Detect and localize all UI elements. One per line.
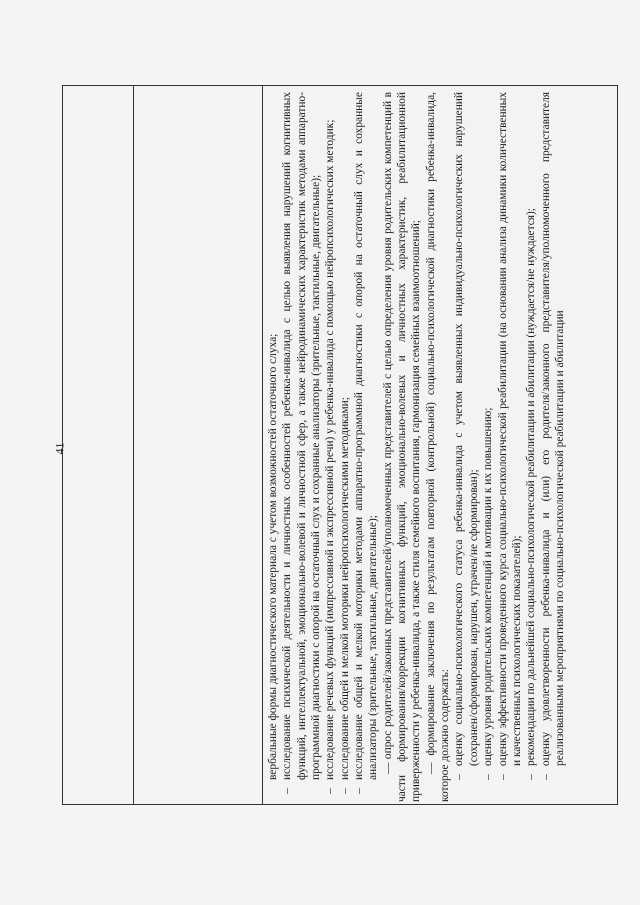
page-number: 41 [52,442,67,455]
dash-marker: – [281,788,294,794]
dash-marker: – [496,774,509,780]
list-item-text: оценку удовлетворенности ребенка-инвалида и (или) его родителя/законного представителя/уполномоченного представителя реализованными мероприятиями по социально-психологической реабилитации и абилитации [539,92,566,766]
dash-marker: – [453,774,466,780]
list-item-text: оценку уровня родительских компетенций и мотивации к их повышению; [482,407,495,766]
dash-marker: – [353,788,366,794]
list-item-text: исследование общей и мелкой моторики нейропсихологическими методиками; [338,397,351,780]
dash-marker: – [482,774,495,780]
list-item-text: исследование психической деятельности и личностных особенностей ребенка-инвалида с целью выявления нарушений когнитивных функций, интеллектуальной, эмоционально-волевой и личностной сфер, а также нейродинамических характеристик методами аппаратно-программной диагностики с опорой на остаточный слух и сохранные анализаторы (зрительные, тактильные, двигательные); [281,92,323,780]
list-item-text: оценку эффективности проведенного курса социально-психологической реабилитации (на основании анализа динамики количественных и качественных психологических показателей); [496,92,523,766]
table-cell-empty-2 [134,86,263,805]
table-cell-empty-1 [63,86,134,805]
survey-paragraph: — опрос родителей/законных представителей/уполномоченных представителей с целью определения уровня родительских компетенций в части формирования/коррекции когнитивных функций, эмоционально-волевых и личностных характеристик, реабилитационной приверженности у ребенка-инвалида, а также стиля семейного воспитания, гармонизация семейных взаимоотношений; [381,92,423,802]
intro-text: вербальные формы диагностического материала с учетом возможностей остаточного слуха; [267,333,279,780]
list-item [352,92,381,802]
dash-marker: – [338,788,351,794]
dash-marker: – [525,774,538,780]
list-item [323,92,337,802]
dash-marker: – [324,788,337,794]
list-item [280,92,323,802]
list-item-text: рекомендации по дальнейшей социально-психологической реабилитации и абилитации (нуждается/не нуждается); [525,208,538,766]
conclusion-list [452,92,567,802]
intro-line [266,92,280,802]
list-item [481,92,495,788]
list-item [452,92,481,788]
table-cell-content [263,86,618,805]
list-item-text: исследование речевых функций (импрессивной и экспрессивной речи) у ребенка-инвалида с помощью нейропсихологических методик; [324,119,337,780]
list-item [496,92,525,788]
list-item [539,92,568,788]
document-table [62,85,618,805]
conclusion-paragraph: — формирование заключения по результатам повторной (контрольной) социально-психологической диагностики ребенка-инвалида, которое должно содержать: [424,92,452,802]
list-item-text: оценку социально-психологического статуса ребенка-инвалида с учетом выявленных индивидуально-психологических нарушений (сохранен/сформирован, нарушен, утрачен/не сформирован); [453,92,480,766]
list-item-text: исследование общей и мелкой моторики методами аппаратно-программной диагностики с опорой на остаточный слух и сохранные анализаторы (зрительные, тактильные, двигательные); [353,92,380,780]
rotated-page [62,85,566,805]
list-item [338,92,352,802]
list-item [524,92,538,788]
dash-marker: – [539,774,552,780]
